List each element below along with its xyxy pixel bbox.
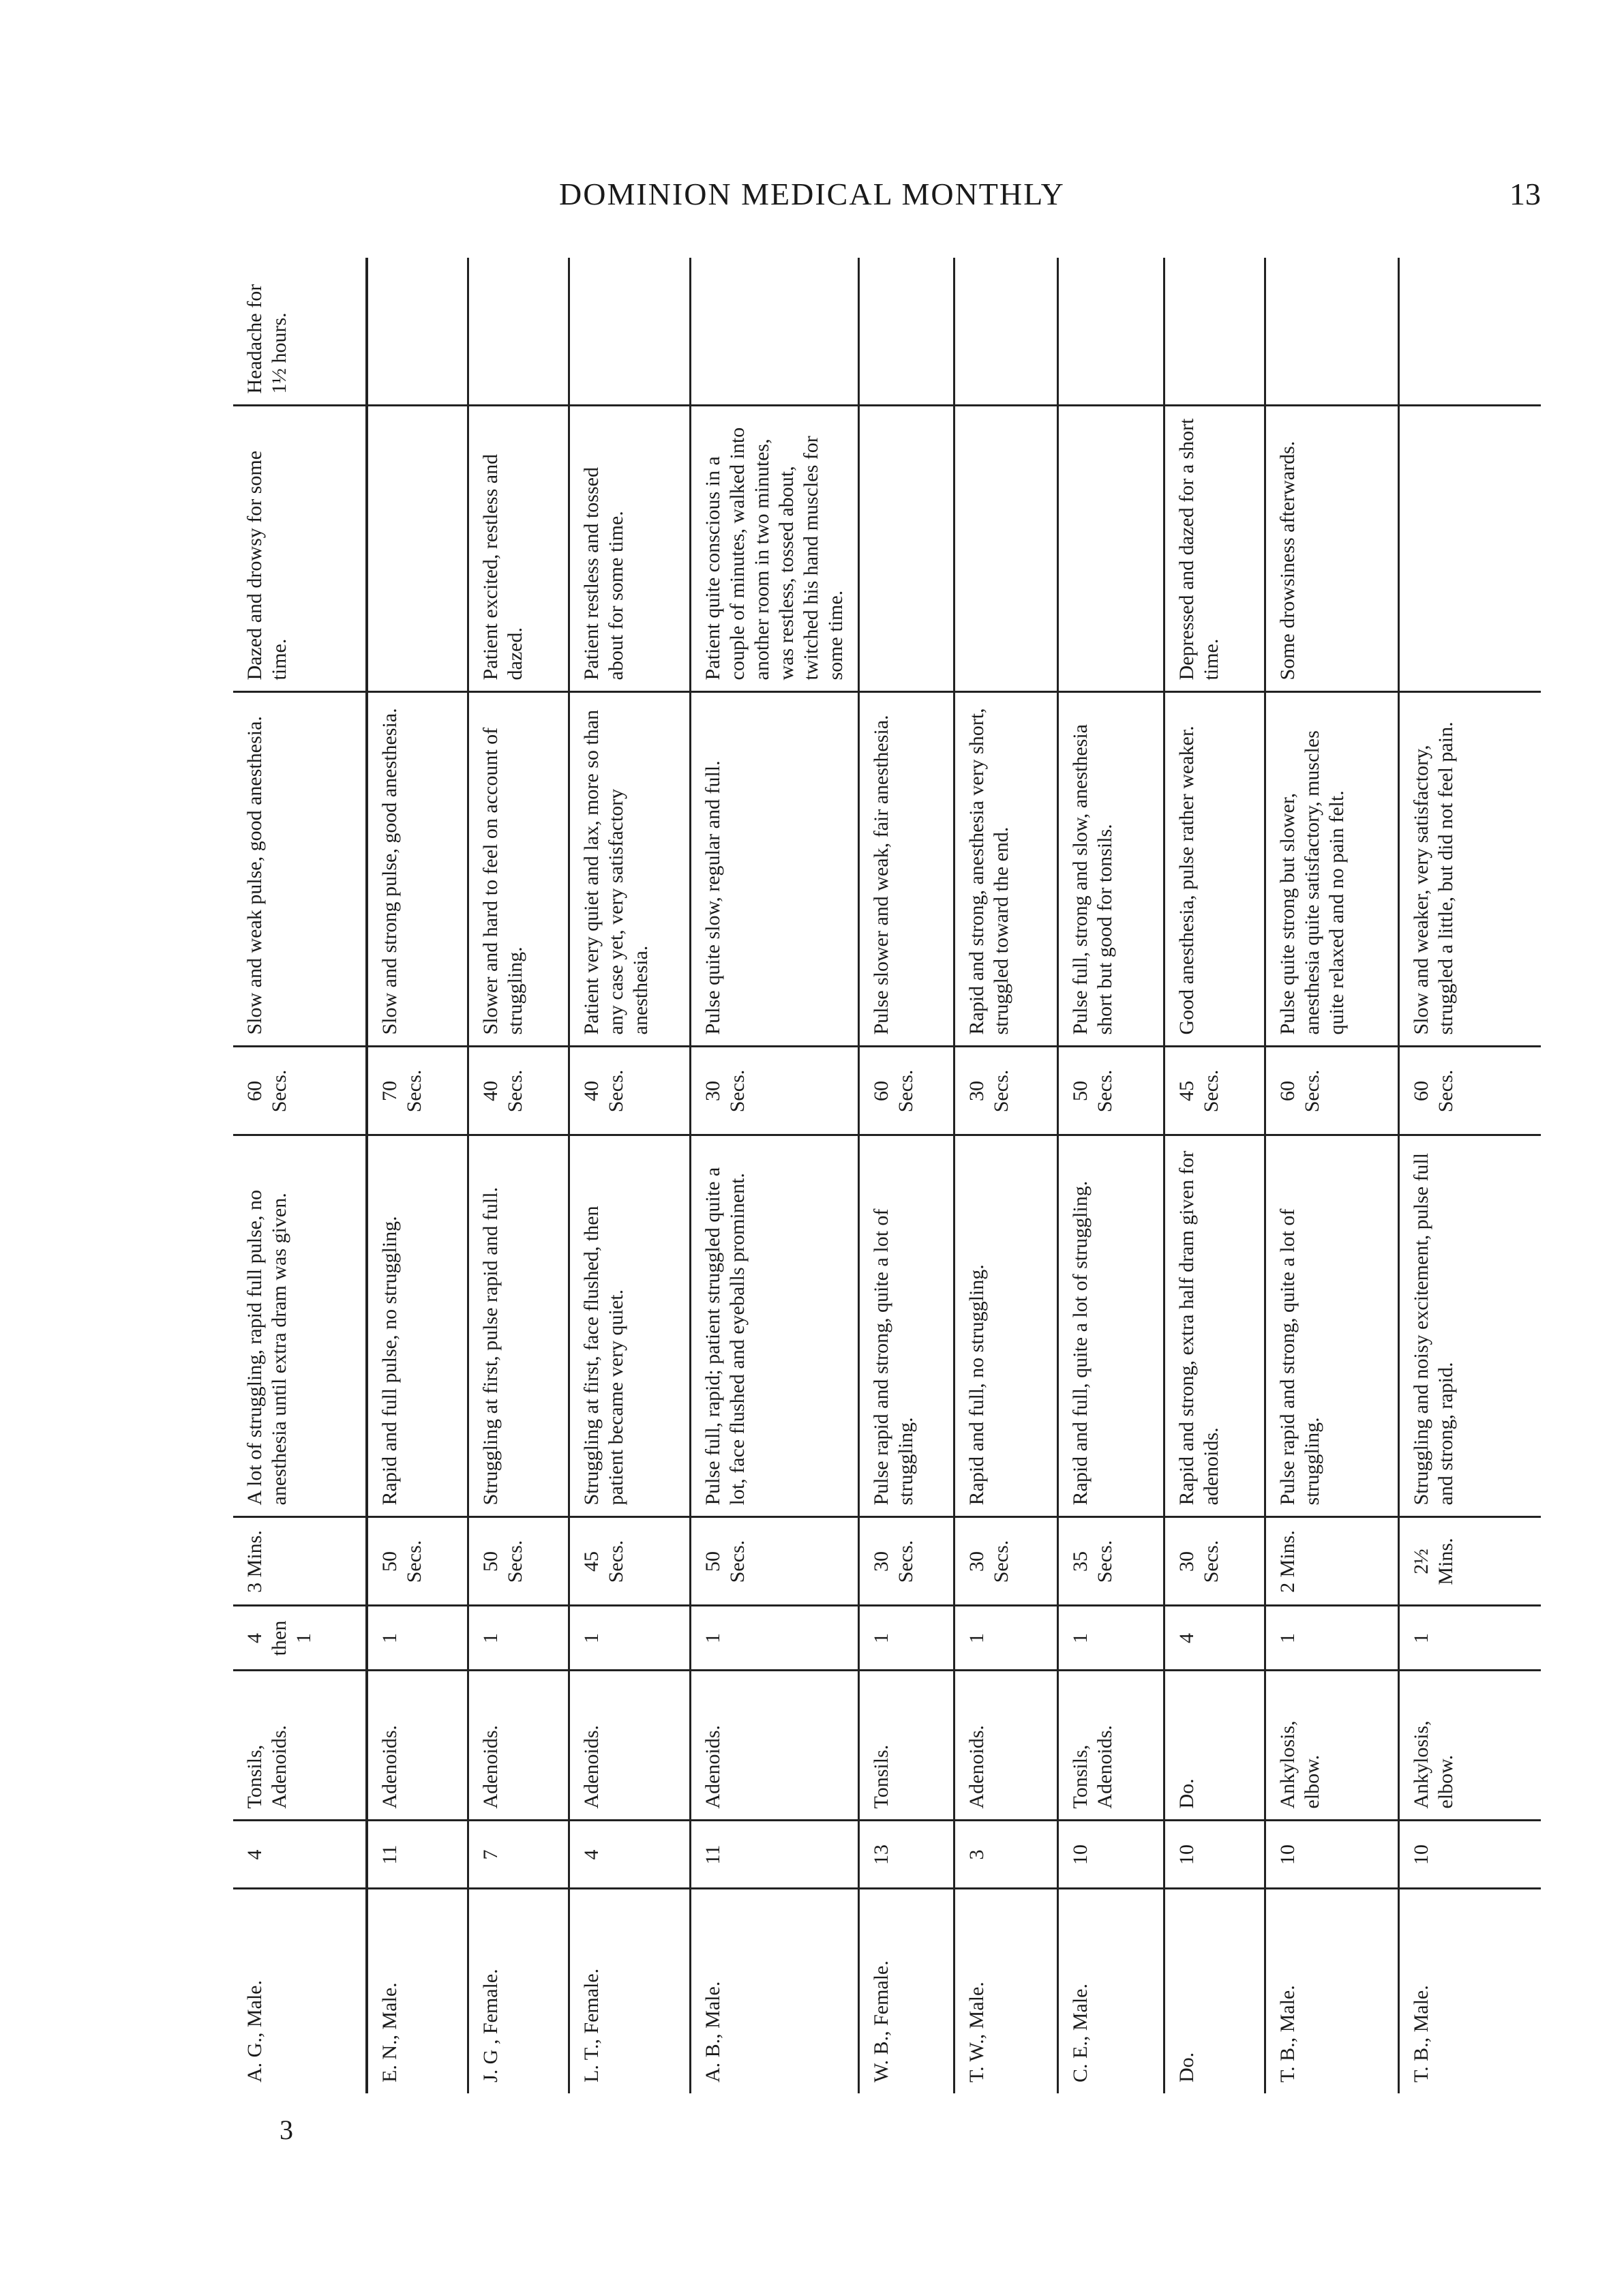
cell-remarks	[858, 258, 954, 406]
cell-induction-notes: Struggling at first, pulse rapid and full.	[468, 1135, 569, 1517]
cell-patient: T. B., Male.	[1265, 1889, 1398, 2093]
cell-induction-notes: Rapid and full, quite a lot of struggling.	[1057, 1135, 1164, 1517]
cell-patient: T. B., Male.	[1409, 1985, 1432, 2082]
cell-condition: Good anesthesia, pulse rather weaker.	[1164, 692, 1265, 1047]
sheet-marker: 3	[280, 2114, 293, 2145]
cell-induction-notes: Pulse rapid and strong, quite a lot of struggling.	[1265, 1135, 1398, 1517]
cell-amount: 1	[468, 1606, 569, 1671]
cell-age: 3	[954, 1821, 1057, 1889]
cell-induction-notes: Struggling at first, face flushed, then patient became very quiet.	[569, 1135, 690, 1517]
cell-age: 10	[1057, 1821, 1164, 1889]
cell-amount: 1	[569, 1606, 690, 1671]
cell-patient: J. G , Female.	[468, 1889, 569, 2093]
cell-condition: Patient very quiet and lax, more so than any case yet, very satisfactory anesthesia.	[569, 692, 690, 1047]
cell-age: 10	[1164, 1821, 1265, 1889]
cell-operation: Adenoids.	[690, 1671, 858, 1821]
cell-patient: T. W., Male.	[954, 1889, 1057, 2093]
cell-age: 4	[569, 1821, 690, 1889]
table-row	[954, 258, 1057, 2093]
cell-age: 11	[367, 1821, 468, 1889]
table-row	[1164, 258, 1265, 2093]
cell-age: 7	[468, 1821, 569, 1889]
cell-patient: C. E., Male.	[1057, 1889, 1164, 2093]
cell-remarks	[569, 258, 690, 406]
rotated-table	[233, 258, 1541, 2093]
cell-recovery: 60 Secs.	[858, 1047, 954, 1135]
cell-induction: 2 Mins.	[1265, 1517, 1398, 1606]
cell-after: Patient restless and tossed about for some time.	[569, 406, 690, 692]
cell-recovery: 40 Secs.	[569, 1047, 690, 1135]
cell-condition: Rapid and strong, anesthesia very short, struggled toward the end.	[954, 692, 1057, 1047]
cell-operation: Tonsils, Adenoids.	[1057, 1671, 1164, 1821]
cell-recovery: 50 Secs.	[1057, 1047, 1164, 1135]
cell-after	[1057, 406, 1164, 692]
cell-remarks	[690, 258, 858, 406]
cell-induction: 50 Secs.	[468, 1517, 569, 1606]
cell-recovery: 60 Secs.	[233, 1047, 367, 1135]
cell-age: 10	[1265, 1821, 1398, 1889]
cell-induction-notes: Rapid and strong, extra half dram given for adenoids.	[1164, 1135, 1265, 1517]
cell-after: Patient quite conscious in a couple of minutes, walked into another room in two minutes, was restless, tossed about, twitched his hand muscles for some time.	[690, 406, 858, 692]
table-row	[569, 258, 690, 2093]
cell-recovery: 70 Secs.	[367, 1047, 468, 1135]
cell-after	[367, 406, 468, 692]
cell-amount: 4	[1164, 1606, 1265, 1671]
cell-amount: 4 then 1	[233, 1606, 367, 1671]
cell-condition: Slow and strong pulse, good anesthesia.	[367, 692, 468, 1047]
cell-induction: 30 Secs.	[1164, 1517, 1265, 1606]
journal-title: DOMINION MEDICAL MONTHLY	[559, 177, 1065, 211]
cell-operation: Tonsils, Adenoids.	[233, 1671, 367, 1821]
case-table-area	[233, 258, 1541, 2093]
table-row	[690, 258, 858, 2093]
page-header	[545, 176, 1541, 217]
cell-after: Patient excited, restless and dazed.	[468, 406, 569, 692]
cell-induction: 35 Secs.	[1057, 1517, 1164, 1606]
cell-induction-notes: A lot of struggling, rapid full pulse, no anesthesia until extra dram was given.	[233, 1135, 367, 1517]
page-number: 13	[1509, 177, 1541, 211]
cell-after	[954, 406, 1057, 692]
cell-operation: Adenoids.	[569, 1671, 690, 1821]
table-row	[233, 258, 367, 2093]
cell-operation: Adenoids.	[468, 1671, 569, 1821]
cell-recovery: 45 Secs.	[1164, 1047, 1265, 1135]
cell-condition: Pulse full, strong and slow, anesthesia short but good for tonsils.	[1057, 692, 1164, 1047]
cell-induction-notes: Rapid and full, no struggling.	[954, 1135, 1057, 1517]
cell-induction-notes: Struggling and noisy excitement, pulse full and strong, rapid.	[1398, 1135, 1541, 1517]
cell-after: Dazed and drowsy for some time.	[233, 406, 367, 692]
cell-age: 10	[1398, 1821, 1541, 1889]
cell-amount: 1	[858, 1606, 954, 1671]
table-row	[468, 258, 569, 2093]
cell-remarks	[1265, 258, 1398, 406]
cell-after: Depressed and dazed for a short time.	[1164, 406, 1265, 692]
cell-induction-notes: Pulse rapid and strong, quite a lot of struggling.	[858, 1135, 954, 1517]
cell-operation: Adenoids.	[367, 1671, 468, 1821]
cell-recovery: 60 Secs.	[1398, 1047, 1541, 1135]
cell-age: 13	[858, 1821, 954, 1889]
cell-operation: Ankylosis, elbow.	[1265, 1671, 1398, 1821]
cell-age: 4	[233, 1821, 367, 1889]
cell-induction: 30 Secs.	[858, 1517, 954, 1606]
cell-amount: 1	[690, 1606, 858, 1671]
cell-condition: Slow and weaker, very satisfactory, struggled a little, but did not feel pain.	[1398, 692, 1541, 1047]
cell-remarks	[468, 258, 569, 406]
cell-operation: Ankylosis, elbow.	[1398, 1671, 1541, 1821]
cell-recovery: 30 Secs.	[690, 1047, 858, 1135]
cell-remarks: Headache for 1½ hours.	[233, 258, 367, 406]
cell-remarks	[1398, 258, 1541, 406]
cell-amount: 1	[367, 1606, 468, 1671]
cell-induction-notes: Rapid and full pulse, no struggling.	[367, 1135, 468, 1517]
cell-after	[858, 406, 954, 692]
cell-patient: Do.	[1164, 1889, 1265, 2093]
case-table	[233, 258, 1541, 2093]
cell-condition: Pulse quite strong but slower, anesthesia quite satisfactory, muscles quite relaxed and no pain felt.	[1265, 692, 1398, 1047]
cell-amount: 1	[1265, 1606, 1398, 1671]
cell-recovery: 60 Secs.	[1265, 1047, 1398, 1135]
cell-condition: Pulse slower and weak, fair anesthesia.	[858, 692, 954, 1047]
cell-operation: Tonsils.	[858, 1671, 954, 1821]
cell-induction-notes: Pulse full, rapid; patient struggled quite a lot, face flushed and eyeballs prominent.	[690, 1135, 858, 1517]
cell-operation: Do.	[1164, 1671, 1265, 1821]
cell-induction: 3 Mins.	[233, 1517, 367, 1606]
cell-after: Some drowsiness afterwards.	[1265, 406, 1398, 692]
cell-age: 11	[690, 1821, 858, 1889]
cell-induction: 30 Secs.	[954, 1517, 1057, 1606]
cell-induction: 45 Secs.	[569, 1517, 690, 1606]
table-row	[1398, 258, 1541, 2093]
cell-patient: L. T., Female.	[569, 1889, 690, 2093]
cell-amount: 1	[954, 1606, 1057, 1671]
cell-induction: 50 Secs.	[367, 1517, 468, 1606]
cell-condition: Slow and weak pulse, good anesthesia.	[233, 692, 367, 1047]
cell-condition: Pulse quite slow, regular and full.	[690, 692, 858, 1047]
cell-induction: 50 Secs.	[690, 1517, 858, 1606]
cell-operation: Adenoids.	[954, 1671, 1057, 1821]
table-row	[1057, 258, 1164, 2093]
cell-remarks	[1164, 258, 1265, 406]
cell-amount: 1	[1398, 1606, 1541, 1671]
cell-remarks	[367, 258, 468, 406]
cell-condition: Slower and hard to feel on account of struggling.	[468, 692, 569, 1047]
table-row	[858, 258, 954, 2093]
cell-patient: E. N., Male.	[367, 1889, 468, 2093]
cell-amount: 1	[1057, 1606, 1164, 1671]
cell-recovery: 30 Secs.	[954, 1047, 1057, 1135]
table-row	[1265, 258, 1398, 2093]
cell-remarks	[954, 258, 1057, 406]
cell-induction: 2½ Mins.	[1398, 1517, 1541, 1606]
table-row	[367, 258, 468, 2093]
cell-after	[1398, 406, 1541, 692]
cell-patient: W. B., Female.	[858, 1889, 954, 2093]
cell-remarks	[1057, 258, 1164, 406]
cell-patient: A. B., Male.	[690, 1889, 858, 2093]
cell-patient: A. G., Male.	[233, 1889, 367, 2093]
cell-recovery: 40 Secs.	[468, 1047, 569, 1135]
